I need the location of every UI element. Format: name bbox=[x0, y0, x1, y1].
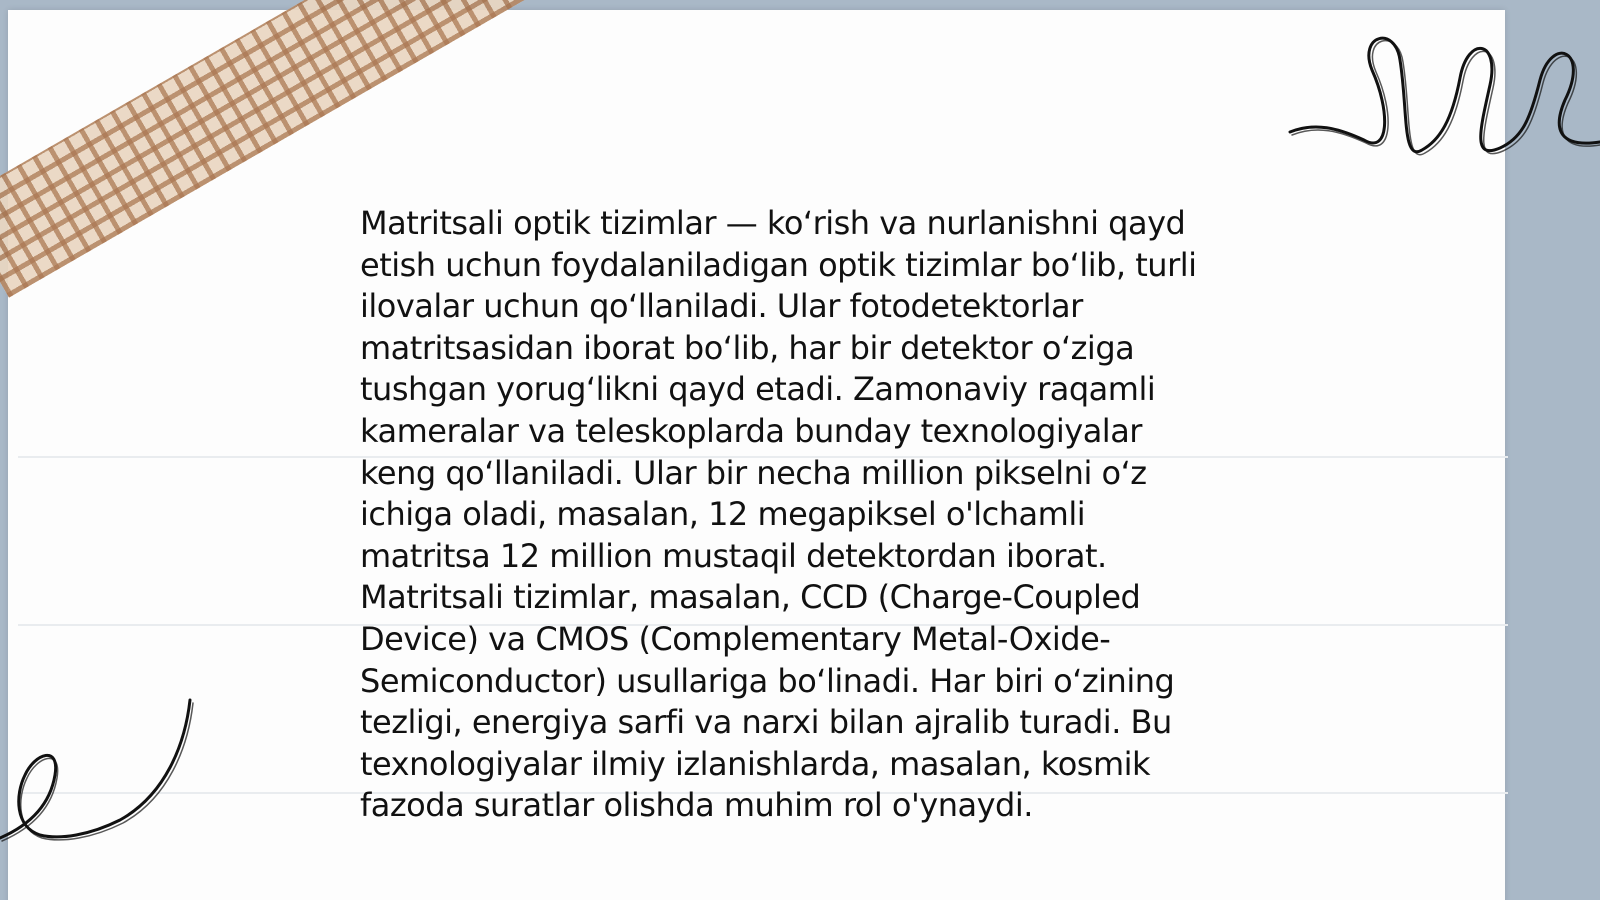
text-line: Semiconductor) usullariga bo‘linadi. Har biri o‘zining bbox=[360, 661, 1175, 700]
text-line: kameralar va teleskoplarda bunday texnologiyalar bbox=[360, 411, 1142, 450]
text-line: keng qo‘llaniladi. Ular bir necha million pikselni o‘z bbox=[360, 453, 1147, 492]
text-line: fazoda suratlar olishda muhim rol o'ynaydi. bbox=[360, 786, 1033, 825]
body-text bbox=[360, 203, 1260, 827]
text-line: tezligi, energiya sarfi va narxi bilan ajralib turadi. Bu bbox=[360, 703, 1172, 742]
loop-squiggle-icon bbox=[1290, 30, 1600, 170]
curl-squiggle-icon bbox=[0, 695, 200, 855]
text-line: texnologiyalar ilmiy izlanishlarda, masalan, kosmik bbox=[360, 744, 1151, 783]
text-line: etish uchun foydalaniladigan optik tizimlar bo‘lib, turli bbox=[360, 245, 1197, 284]
text-line: matritsa 12 million mustaqil detektordan iborat. bbox=[360, 536, 1107, 575]
text-line: matritsasidan iborat bo‘lib, har bir detektor o‘ziga bbox=[360, 328, 1135, 367]
text-line: ichiga oladi, masalan, 12 megapiksel o'lchamli bbox=[360, 495, 1086, 534]
text-line: ilovalar uchun qo‘llaniladi. Ular fotodetektorlar bbox=[360, 287, 1083, 326]
text-line: Device) va CMOS (Complementary Metal-Oxide- bbox=[360, 619, 1111, 658]
text-line: Matritsali optik tizimlar — ko‘rish va nurlanishni qayd bbox=[360, 204, 1186, 242]
text-line: tushgan yorug‘likni qayd etadi. Zamonaviy raqamli bbox=[360, 370, 1156, 409]
text-line: Matritsali tizimlar, masalan, CCD (Charge-Coupled bbox=[360, 578, 1141, 617]
